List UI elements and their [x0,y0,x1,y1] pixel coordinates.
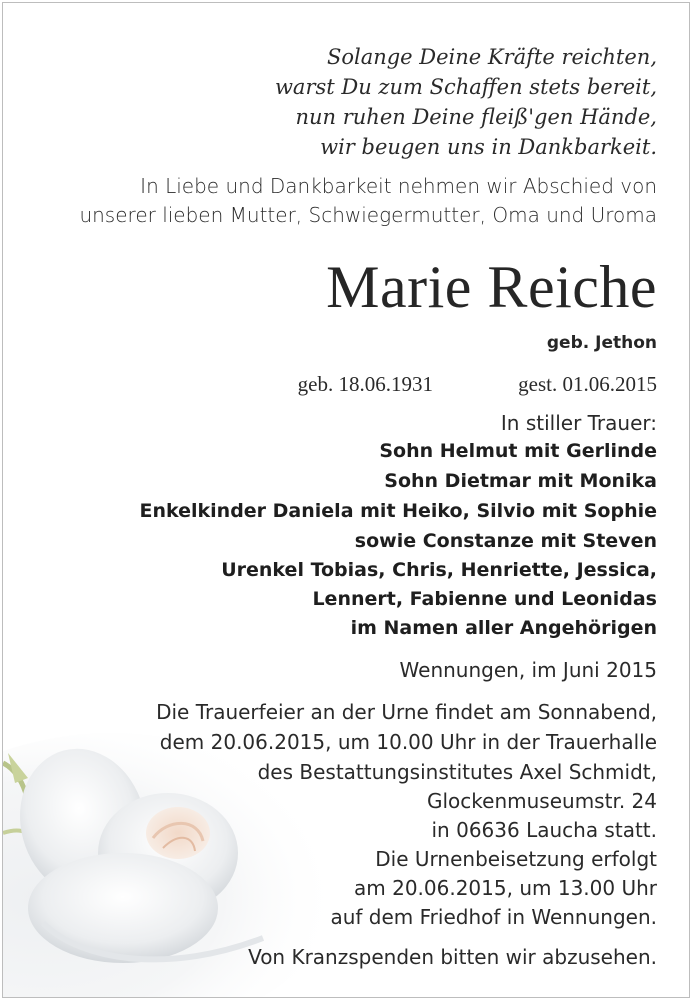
place-date: Wennungen, im Juni 2015 [399,658,657,682]
family-line: Lennert, Fabienne und Leonidas [312,588,657,610]
closing-note: Von Kranzspenden bitten wir abzusehen. [248,945,657,969]
family-line: Enkelkinder Daniela mit Heiko, Silvio mit Sophie [139,500,657,522]
deceased-name: Marie Reiche [326,254,657,320]
birth-date: geb. 18.06.1931 [297,372,433,396]
family-line: sowie Constanze mit Steven [354,530,657,552]
mourning-heading: In stiller Trauer: [500,411,657,435]
family-line: im Namen aller Angehörigen [350,617,657,639]
ceremony-line: in 06636 Laucha statt. [431,818,657,842]
ceremony-line: des Bestattungsinstitutes Axel Schmidt, [257,760,657,784]
ceremony-line: Die Trauerfeier an der Urne findet am Sonnabend, [156,700,657,724]
ceremony-line: Die Urnenbeisetzung erfolgt [375,847,657,871]
family-line: Urenkel Tobias, Chris, Henriette, Jessica, [221,559,657,581]
intro-line: In Liebe und Dankbarkeit nehmen wir Abschied von [140,174,657,198]
ceremony-line: auf dem Friedhof in Wennungen. [330,905,657,929]
intro-line: unserer lieben Mutter, Schwiegermutter, Oma und Uroma [79,203,657,227]
ceremony-line: dem 20.06.2015, um 10.00 Uhr in der Trauerhalle [159,730,657,754]
poem-line: Solange Deine Kräfte reichten, [326,45,657,69]
family-line: Sohn Helmut mit Gerlinde [379,440,657,462]
ceremony-line: Glockenmuseumstr. 24 [427,789,657,813]
family-line: Sohn Dietmar mit Monika [384,470,657,492]
ceremony-line: am 20.06.2015, um 13.00 Uhr [354,876,657,900]
maiden-name: geb. Jethon [546,333,657,353]
poem-line: warst Du zum Schaffen stets bereit, [274,75,657,99]
death-date: gest. 01.06.2015 [518,372,657,396]
obituary-notice [2,2,690,998]
poem-line: wir beugen uns in Dankbarkeit. [320,135,657,159]
poem-line: nun ruhen Deine fleiß'gen Hände, [295,105,657,129]
notice-text [3,3,689,997]
